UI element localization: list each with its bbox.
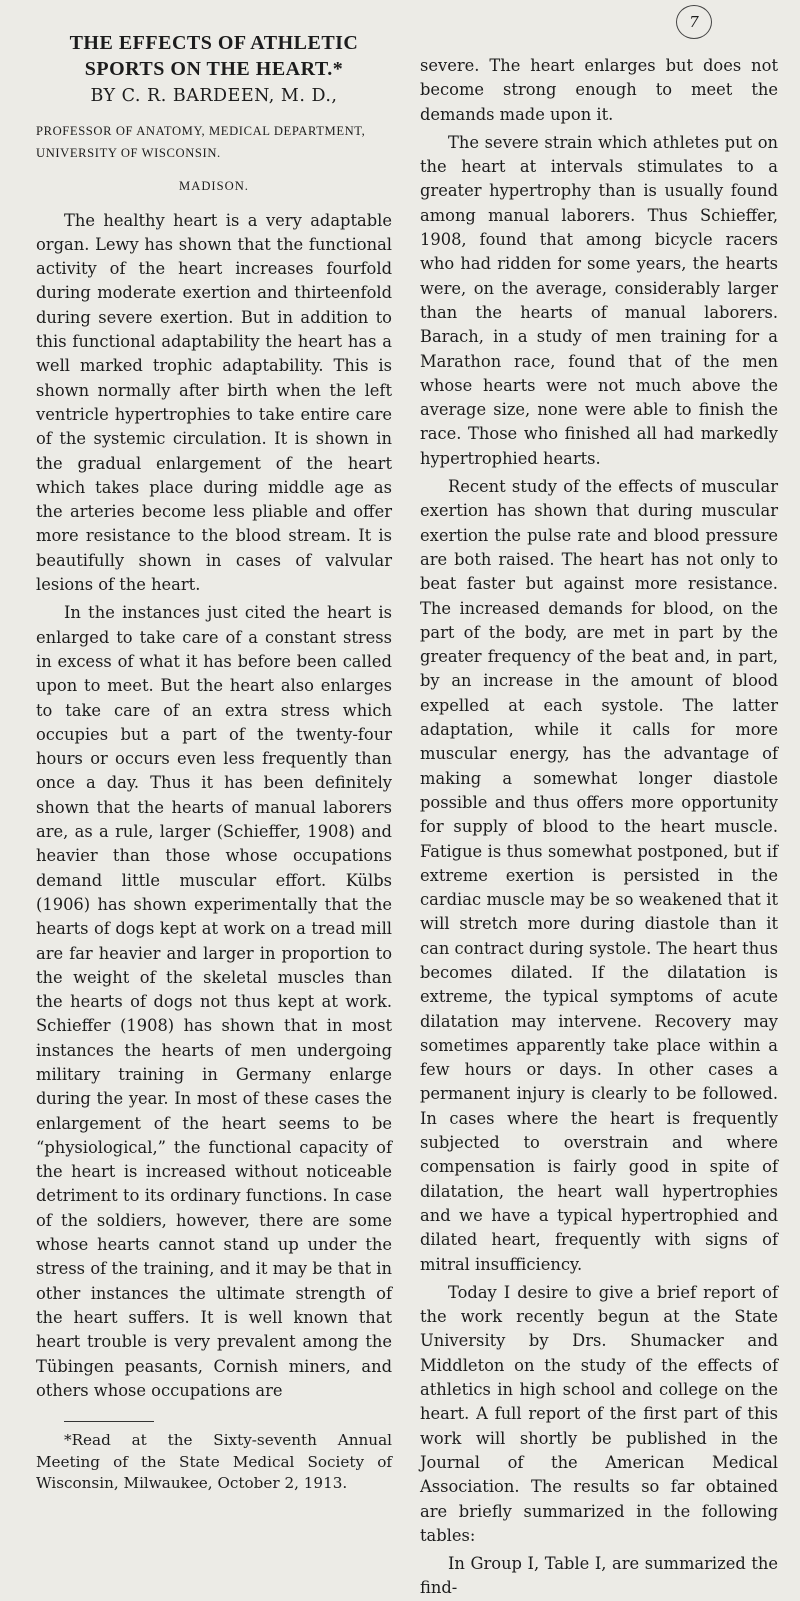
- paragraph-muscular-exertion: Recent study of the effects of muscular exertion has shown that during muscular exertion the pulse rate and blood pressure are both raised. The heart has not only to beat faster but against more resistance. The increased demands for blood, on the part of the body, are met in part by the greater frequency of the beat and, in part, by an increase in the amount of blood expelled at each systole. The latter adaptation, while it calls for more muscular energy, has the advantage of making a somewhat longer diastole possible and thus offers more opportunity for supply of blood to the heart muscle. Fatigue is thus somewhat postponed, but if extreme exertion is persisted in the cardiac muscle may be so weakened that it will stretch more during diastole than it can contract during systole. The heart thus becomes dilated. If the dilatation is extreme, the typical symptoms of acute dilatation may intervene. Recovery may sometimes apparently take place within a few hours or days. In other cases a permanent injury is clearly to be followed. In cases where the heart is frequently subjected to overstrain and where compensation is fairly good in spite of dilatation, the heart wall hypertrophies and we have a typical hypertrophied and dilated heart, frequently with signs of mitral insufficiency.: [420, 477, 778, 1274]
- paragraph-adaptable-heart: The healthy heart is a very adaptable organ. Lewy has shown that the functional activity of the heart increases fourfold during moderate exertion and thirteenfold during severe exertion. But in addition to this functional adaptability the heart has a well marked trophic adaptability. This is shown normally after birth when the left ventricle hypertrophies to take entire care of the systemic circulation. It is shown in the gradual enlargement of the heart which takes place during middle age as the arteries become less pliable and offer more resistance to the blood stream. It is beautifully shown in cases of valvular lesions of the heart.: [36, 210, 392, 595]
- paragraph-group-one: In Group I, Table I, are summarized the find-: [420, 1554, 778, 1598]
- article-title: THE EFFECTS OF ATHLETIC SPORTS ON THE HEART.*: [69, 32, 359, 80]
- author-line: BY C. R. BARDEEN, M. D.,: [90, 86, 338, 106]
- page-number: 7: [676, 5, 712, 39]
- paragraph-continuation: severe. The heart enlarges but does not become strong enough to meet the demands made upon it.: [420, 56, 778, 124]
- paragraph-athletes-strain: The severe strain which athletes put on the heart at intervals stimulates to a greater hypertrophy than is usually found among manual laborers. Thus Schieffer, 1908, found that among bicycle racers who had ridden for some years, the hearts were, on the average, considerably larger than the hearts of manual laborers. Barach, in a study of men training for a Marathon race, found that of the men whose hearts were not much above the average size, none were able to finish the race. Those who finished all had markedly hypertrophied hearts.: [420, 132, 778, 468]
- paragraph-state-university-report: Today I desire to give a brief report of the work recently begun at the State University by Drs. Shumacker and Middleton on the study of the effects of athletics in high school and college on the heart. A full report of the first part of this work will shortly be published in the Journal of the American Medical Association. The results so far obtained are briefly summarized in the following tables:: [420, 1282, 778, 1545]
- footnote-rule: [64, 1421, 154, 1422]
- right-column: [420, 54, 778, 1601]
- author-location: MADISON.: [179, 179, 249, 194]
- author-affiliation: PROFESSOR OF ANATOMY, MEDICAL DEPARTMENT, UNIVERSITY OF WISCONSIN.: [36, 124, 366, 161]
- left-column: [36, 30, 392, 1495]
- footnote: *Read at the Sixty-seventh Annual Meeting of the State Medical Society of Wisconsin, Milwaukee, October 2, 1913.: [36, 1431, 392, 1493]
- paragraph-enlargement-stress: In the instances just cited the heart is enlarged to take care of a constant stress in excess of what it has before been called upon to meet. But the heart also enlarges to take care of an extra stress which occupies but a part of the twenty-four hours or occurs even less frequently than once a day. Thus it has been definitely shown that the hearts of manual laborers are, as a rule, larger (Schieffer, 1908) and heavier than those whose occupations demand little muscular effort. Külbs (1906) has shown experimentally that the hearts of dogs kept at work on a tread mill are far heavier and larger in proportion to the weight of the skeletal muscles than the hearts of dogs not thus kept at work. Schieffer (1908) has shown that in most instances the hearts of men undergoing military training in Germany enlarge during the year. In most of these cases the enlargement of the heart seems to be “physiological,” the functional capacity of the heart is increased without noticeable detriment to its ordinary functions. In case of the soldiers, however, there are some whose hearts cannot stand up under the stress of the training, and it may be that in other instances the ultimate strength of the heart suffers. It is well known that heart trouble is very prevalent among the Tübingen peasants, Cornish miners, and others whose occupations are: [36, 603, 392, 1400]
